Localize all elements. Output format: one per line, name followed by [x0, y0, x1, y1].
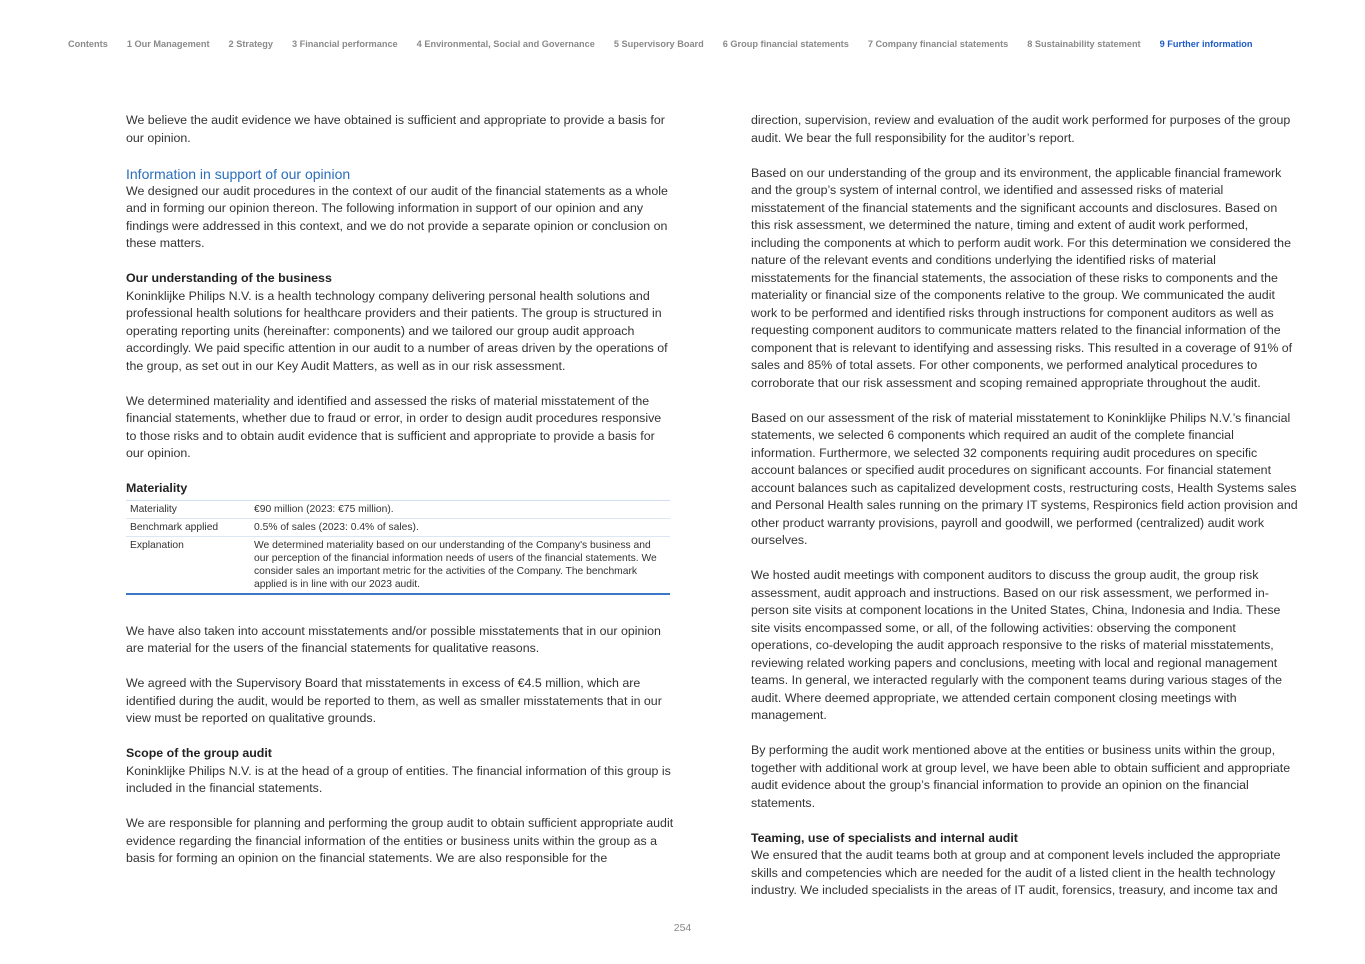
materiality-table	[126, 500, 670, 595]
nav-strategy[interactable]: 2 Strategy	[228, 39, 273, 49]
nav-financial-performance[interactable]: 3 Financial performance	[291, 39, 398, 49]
nav-contents[interactable]: Contents	[68, 39, 108, 49]
table-value: €90 million (2023: €75 million).	[250, 500, 670, 518]
nav-further-information[interactable]: 9 Further information	[1159, 39, 1253, 49]
page-number: 254	[673, 922, 692, 934]
subheading: Materiality	[126, 481, 188, 495]
paragraph: Koninklijke Philips N.V. is a health technology company delivering personal health solutions and professional health solutions for healthcare providers and their patients. The group is structured in operating reporting units (hereinafter: components) and we tailored our group audit approach accordingly. We paid specific attention in our audit to a number of areas driven by the operations of the group, as set out in our Key Audit Matters, as well as in our risk assessment.	[126, 288, 668, 373]
paragraph: We hosted audit meetings with component auditors to discuss the group audit, the group risk assessment, audit approach and instructions. Based on our risk assessment, we performed in-person site visits at component locations in the United States, China, Indonesia and India. These site visits encompassed some, or all, of the following activities: observing the component operations, co-developing the audit approach responsive to the risks of material misstatements, reviewing related working papers and conclusions, meeting with local and regional management teams. In general, we interacted regularly with the component teams during various stages of the audit. Where deemed appropriate, we attended certain component closing meetings with management.	[751, 568, 1283, 722]
nav-sustainability-statement[interactable]: 8 Sustainability statement	[1027, 39, 1141, 49]
paragraph: We have also taken into account misstatements and/or possible misstatements that in our opinion are material for the users of the financial statements for qualitative reasons.	[126, 623, 661, 655]
subheading: Scope of the group audit	[126, 746, 272, 760]
paragraph: We agreed with the Supervisory Board that misstatements in excess of €4.5 million, which are identified during the audit, would be reported to them, as well as smaller misstatements that in our view must be reported on qualitative grounds.	[126, 676, 662, 725]
paragraph: We determined materiality and identified and assessed the risks of material misstatement of the financial statements, whether due to fraud or error, in order to design audit procedures responsive to those risks and to obtain audit evidence that is sufficient and appropriate to provide a basis for our opinion.	[126, 393, 662, 460]
paragraph: We designed our audit procedures in the context of our audit of the financial statements as a whole and in forming our opinion thereon. The following information in support of our opinion and any findings were addressed in this context, and we do not provide a separate opinion or conclusion on these matters.	[126, 183, 668, 250]
paragraph: Koninklijke Philips N.V. is at the head of a group of entities. The financial information of this group is included in the financial statements.	[126, 763, 671, 795]
paragraph: Based on our understanding of the group and its environment, the applicable financial framework and the group’s system of internal control, we identified and assessed risks of material misstatement of the financial statements and the significant accounts and disclosures. Based on this risk assessment, we determined the nature, timing and extent of audit work performed, including the components at which to perform audit work. For this determination we considered the nature of the relevant events and conditions underlying the identified risks of material misstatements for the financial statements, the association of these risks to components and the materiality or financial size of the components relative to the group. We communicated the audit work to be performed and identified risks through instructions for component auditors as well as requesting component auditors to communicate matters related to the financial information of the component that is relevant to identifying and assessing risks. This resulted in a coverage of 91% of sales and 85% of total assets. For other components, we performed analytical procedures to corroborate that our risk assessment and scoping remained appropriate throughout the audit.	[751, 165, 1293, 390]
paragraph: We ensured that the audit teams both at group and at component levels included the appropriate skills and competencies which are needed for the audit of a listed client in the health technology industry. We included specialists in the areas of IT audit, forensics, treasury, and income tax and	[751, 848, 1281, 897]
subheading: Teaming, use of specialists and internal audit	[751, 830, 1018, 845]
table-row	[126, 518, 670, 536]
nav-company-financial-statements[interactable]: 7 Company financial statements	[867, 39, 1009, 49]
paragraph: direction, supervision, review and evaluation of the audit work performed for purposes of the group audit. We bear the full responsibility for the auditor’s report.	[751, 113, 1291, 145]
right-column	[751, 112, 1299, 917]
left-column	[126, 112, 674, 885]
table-key: Benchmark applied	[126, 518, 250, 536]
nav-group-financial-statements[interactable]: 6 Group financial statements	[722, 39, 849, 49]
table-key: Explanation	[130, 539, 184, 551]
table-row	[126, 536, 670, 594]
nav-our-management[interactable]: 1 Our Management	[126, 39, 210, 49]
nav-esg[interactable]: 4 Environmental, Social and Governance	[416, 39, 595, 49]
paragraph: We believe the audit evidence we have obtained is sufficient and appropriate to provide a basis for our opinion.	[126, 113, 665, 145]
table-value: 0.5% of sales (2023: 0.4% of sales).	[250, 518, 670, 536]
table-key: Materiality	[126, 500, 250, 518]
table-row	[126, 500, 670, 518]
section-heading: Information in support of our opinion	[126, 165, 351, 182]
paragraph: By performing the audit work mentioned above at the entities or business units within the group, together with additional work at group level, we have been able to obtain sufficient and appropriate audit evidence about the group’s financial information to provide an opinion on the financial statements.	[751, 743, 1291, 810]
subheading: Our understanding of the business	[126, 271, 332, 285]
paragraph: Based on our assessment of the risk of material misstatement to Koninklijke Philips N.V.’s financial statements, we selected 6 components which required an audit of the complete financial information. Furthermore, we selected 32 components requiring audit procedures on specific account balances or specified audit procedures on significant accounts. For financial statement account balances such as capitalized development costs, restructuring costs, Health Systems sales and Personal Health sales running on the primary IT systems, Respironics field action provision and other product warranty provisions, payroll and goodwill, we performed (centralized) audit work ourselves.	[751, 410, 1298, 547]
section-navigation	[68, 39, 1272, 49]
paragraph: We are responsible for planning and performing the group audit to obtain sufficient appropriate audit evidence regarding the financial information of the entities or business units within the group as a basis for forming an opinion on the financial statements. We are also responsible for the	[126, 816, 674, 865]
table-value: We determined materiality based on our understanding of the Company's business and our perception of the financial information needs of users of the financial statements. We consider sales an important metric for the activities of the Company. The benchmark applied is in line with our 2023 audit.	[254, 539, 657, 590]
nav-supervisory-board[interactable]: 5 Supervisory Board	[613, 39, 704, 49]
